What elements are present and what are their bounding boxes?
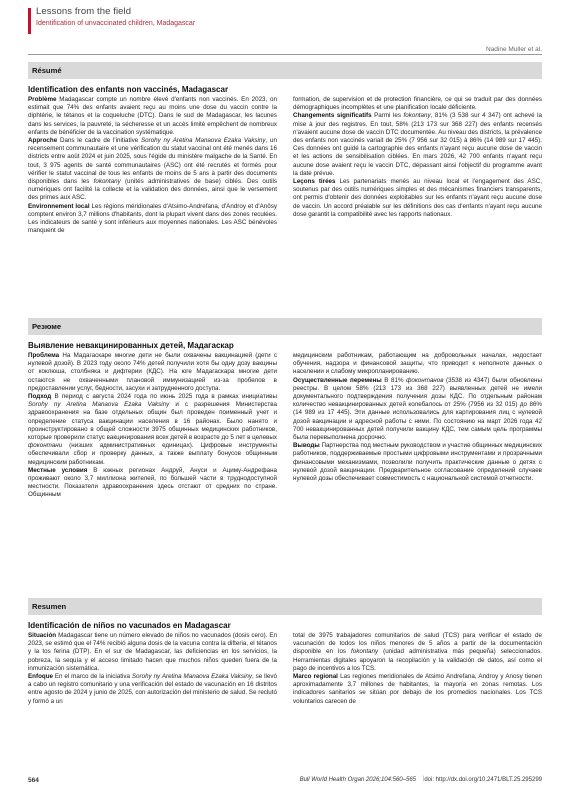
section-heading-russian: Резюме (28, 318, 542, 335)
abstract-column-left (28, 352, 277, 500)
paragraph-text: , 81% (3 538 sur 4 347) ont achevé la mise à jour des registres. En tout, 58% (213 173 sur 368 227) des enfants recensés n'avaient aucune dose de vaccin DTC documentée. Au niveau des districts, la prévalence des enfants non vaccinés variait de 25% (7 956 sur 32 015) à 86% (14 989 sur 17 445). Ces données ont guidé la cartographie des enfants n'ayant reçu aucune dose de vaccin et les actions de sensibilisation ciblées. En mars 2026, 42 700 enfants n'ayant reçu aucune dose avaient reçu le vaccin DTC, dépassant ainsi l'objectif du programme avant la date prévue. (293, 112, 542, 177)
paragraph-text: Parmi les (371, 112, 404, 120)
paragraph-label: Проблема (28, 352, 60, 359)
section-heading-french: Résumé (28, 62, 542, 79)
italic-term: fokontany (93, 178, 121, 186)
paragraph-text: Las regiones meridionales de Atsimo Andrefana, Androy y Anosy tienen aproximadamente 3,7 millones de habitantes, la mayoría en zonas remotas. Los indicadores sanitarios se sitúan por debajo de los promedios nacionales. Los TCS voluntarios carecen de (293, 673, 542, 705)
header-section-label: Lessons from the field (36, 6, 132, 17)
paragraph (28, 393, 277, 467)
abstract-title-french: Identification des enfants non vaccinés, Madagascar (28, 85, 229, 94)
italic-term: Sorohy ny Aretina Manaova Ezaka Vaksiny (131, 673, 253, 681)
paragraph-text: , un recensement communautaire et une vérification du statut vaccinal ont été menés dans 16 districts entre août 2024 et juin 2025, sous l'égide du ministère malgache de la Santé. En tout, 3 975 agents de santé communautaires (ASC) ont été recrutés et formés pour vérifier le statut vaccinal de tous les enfants de moins de 5 ans à partir des documents disponibles dans les (28, 137, 277, 186)
paragraph-label: Осуществленные перемены (293, 376, 382, 384)
section-heading-spanish: Resumen (28, 598, 542, 615)
abstract-column-right (293, 632, 542, 706)
italic-term: Sorohy ny Aretina Manaova Ezaka Vaksiny (140, 137, 266, 145)
paragraph (293, 352, 542, 377)
paragraph (28, 352, 277, 393)
footer-separator: | (422, 776, 424, 782)
abstract-column-right (293, 96, 542, 235)
italic-term: fokontany (403, 112, 431, 120)
paragraph-text: (низших административных единицах). Цифровые инструменты обеспечивали сбор и проверку данных, а также выплату бонусов общинным медицинским работникам. (28, 442, 277, 466)
paragraph-text: formation, de supervision et de protection financière, ce qui se traduit par des données démographiques incomplètes et une planification locale déficiente. (293, 96, 542, 112)
abstract-french (28, 62, 542, 235)
paragraph-label: Changements significatifs (293, 112, 372, 120)
paragraph (293, 632, 542, 673)
paragraph-label: Leçons tirées (293, 178, 336, 186)
paragraph-text: Les partenariats menés au niveau local et l'engagement des ASC, soutenus par des outils numériques simples et des mécanismes financiers transparents, ont permis d'obtenir des données exploitables sur les enfants n'ayant reçu aucune dose de vaccin. Un accord préalable sur les définitions des cas d'enfants n'ayant reçu aucune dose garantit la compatibilité avec les rapports nationaux. (293, 178, 542, 218)
header-article-title: Identification of unvaccinated children, Madagascar (36, 20, 196, 27)
paragraph (28, 632, 277, 673)
paragraph-label: Enfoque (28, 673, 53, 681)
paragraph (293, 96, 542, 112)
paragraph (293, 442, 542, 483)
abstract-russian (28, 318, 542, 500)
paragraph-text: Dans le cadre de l'initiative (57, 137, 141, 145)
page-number: 564 (28, 777, 39, 784)
paragraph (28, 96, 277, 137)
paragraph (28, 137, 277, 203)
abstract-title-russian: Выявление невакцинированных детей, Мадагаскар (28, 341, 234, 350)
paragraph (293, 673, 542, 706)
journal-citation: Bull World Health Organ 2026;104:560–565 (299, 777, 416, 783)
paragraph (293, 377, 542, 443)
doi-link[interactable]: doi: http://dx.doi.org/10.2471/BLT.25.295299 (424, 777, 542, 783)
abstract-title-spanish: Identificación de niños no vacunados en Madagascar (28, 621, 231, 630)
paragraph-label: Approche (28, 137, 58, 145)
italic-term: Sorohy ny Aretina Manaova Ezaka Vaksiny (28, 401, 170, 409)
paragraph-label: Environnement local (28, 202, 90, 210)
paragraph-text: В южных регионах Андруй, Ануси и Ацимү-Андрефана проживают около 3,7 миллиона жителей, по большей части в труднодоступной местности. Показатели здравоохранения здесь отстают от средних по стране. Общинным (28, 466, 277, 499)
paragraph-text: (unités administratives de base) ciblés. Des outils numériques ont facilité la collecte et la validation des données, ainsi que le versement des primes aux ASC. (28, 178, 277, 202)
paragraph (28, 673, 277, 706)
abstract-column-right (293, 352, 542, 500)
paragraph-text: В 81% (381, 376, 407, 384)
paragraph-text: Les régions méridionales d'Atsimo-Andrefana, d'Androy et d'Anôsy comptent environ 3,7 millions d'habitants, dont la plupart vivent dans des zones reculées. Les indicateurs de santé y sont inférieurs aux moyennes nationales. Les ASC bénévoles manquent de (28, 202, 277, 235)
paragraph-label: Marco regional (293, 673, 338, 681)
paragraph-text: (unidad administrativa más pequeña) seleccionados. Herramientas digitales apoyaron la recopilación y la validación de datos, así como el pago de incentivos a los TCS. (293, 648, 542, 672)
paragraph (293, 178, 542, 219)
abstract-column-left (28, 632, 277, 706)
paragraph (293, 112, 542, 178)
running-header (28, 6, 542, 53)
paragraph-label: Выводы (293, 442, 320, 450)
abstract-column-left (28, 96, 277, 235)
abstract-spanish (28, 598, 542, 706)
italic-term: фоконтанов (406, 376, 444, 384)
paragraph-text: En el marco de la iniciativa (53, 673, 132, 681)
header-author: Nadine Muller et al. (486, 46, 542, 53)
italic-term: фоконтани (28, 442, 63, 450)
italic-term: fokontany (351, 648, 379, 656)
paragraph (28, 203, 277, 236)
header-divider (28, 54, 542, 55)
paragraph-text: Партнерства под местным руководством и участие общинных медицинских работников, поддерживаемые простыми цифровыми инструментами и прозрачными финансовыми механизмами, позволили получить практические данные о детях с нулевой дозой вакцинации. Предварительное согласование определений случаев нулевой дозы обеспечивает совместимость с национальной системой отчетности. (293, 442, 542, 483)
paragraph-text: На Мадагаскаре многие дети не были охвачены вакцинацией (дети с нулевой дозой). В 2023 году около 74% детей получили хотя бы одну дозу вакцины от коклюша, столбняка и дифтерии (КДС). На юге Мадагаскара многие дети остаются не охваченными плановой иммунизацией из-за пробелов в предоставлении услуг, бедности, засухи и затрудненного доступа. (28, 352, 277, 392)
paragraph-label: Подход (28, 393, 52, 401)
paragraph-text: медицинским работникам, работающим на добровольных началах, недостает обучения, надзора и финансовой защиты, что приводит к неполноте данных о населении и слабому микропланированию. (293, 352, 542, 376)
paragraph-text: , se llevó a cabo un registro comunitario y una verificación del estado de vacunación en 16 distritos entre agosto de 2024 y junio de 2025, con autorización del ministerio de salud. Se reclutó y formó a un (28, 673, 277, 705)
paragraph-label: Problème (28, 96, 57, 103)
paragraph (28, 467, 277, 500)
paragraph-label: Местные условия (28, 466, 88, 474)
header-accent-bar (28, 8, 31, 34)
paragraph-label: Situación (28, 632, 57, 639)
paragraph-text: (3538 из 4347) были обновлены реестры. В целом 58% (213 173 из 368 227) выявленных детей не имели документального подтверждения получения дозы КДС. По отдельным районам количество невакцинированных детей колебалось от 25% (7956 из 32 015) до 86% (14 989 из 17 445). Эти данные использовались для картирования лиц с нулевой дозой вакцинации и адресной работы с ними. По состоянию на март 2026 года 42 700 невакцинированных детей получили вакцину КДС, тем самым цель программы была перевыполнена досрочно. (293, 376, 542, 442)
paragraph-text: total de 3975 trabajadores comunitarios de salud (TCS) para verificar el estado de vacunación de todos los niños menores de 5 años a partir de la documentación disponible en los (293, 632, 542, 656)
paragraph-text: Madagascar tiene un número elevado de niños no vacunados (dosis cero). En 2023, se estimó que el 74% recibió alguna dosis de la vacuna contra la difteria, el tétanos y la tos ferina (DTP). En el sur de Madagascar, las deficiencias en los servicios, la pobreza, la sequía y el acceso limitado hacen que muchos niños queden fuera de la inmunización sistemática. (28, 632, 277, 672)
paragraph-text: Madagascar compte un nombre élevé d'enfants non vaccinés. En 2023, on estimait que 74% des enfants avaient reçu au moins une dose du vaccin contre la diphtérie, le tétanos et la coqueluche (DTC). Dans le sud de Madagascar, les lacunes dans les services, la pauvreté, la sécheresse et un accès limité empêchent de nombreux enfants de bénéficier de la vaccination systématique. (28, 96, 277, 136)
paragraph-text: В период с августа 2024 года по июнь 2025 года в рамках инициативы (51, 393, 277, 401)
paragraph-text: и с разрешения Министерства здравоохранения на базе отдельных общин был проведен поименный учет и определение статуса вакцинации населения в 16 районах. Было нанято и проинструктировано в общей сложности 3975 общинных медицинских работников, которые проверили статус вакцинирования всех детей в возрасте до 5 лет в целевых (28, 401, 277, 442)
